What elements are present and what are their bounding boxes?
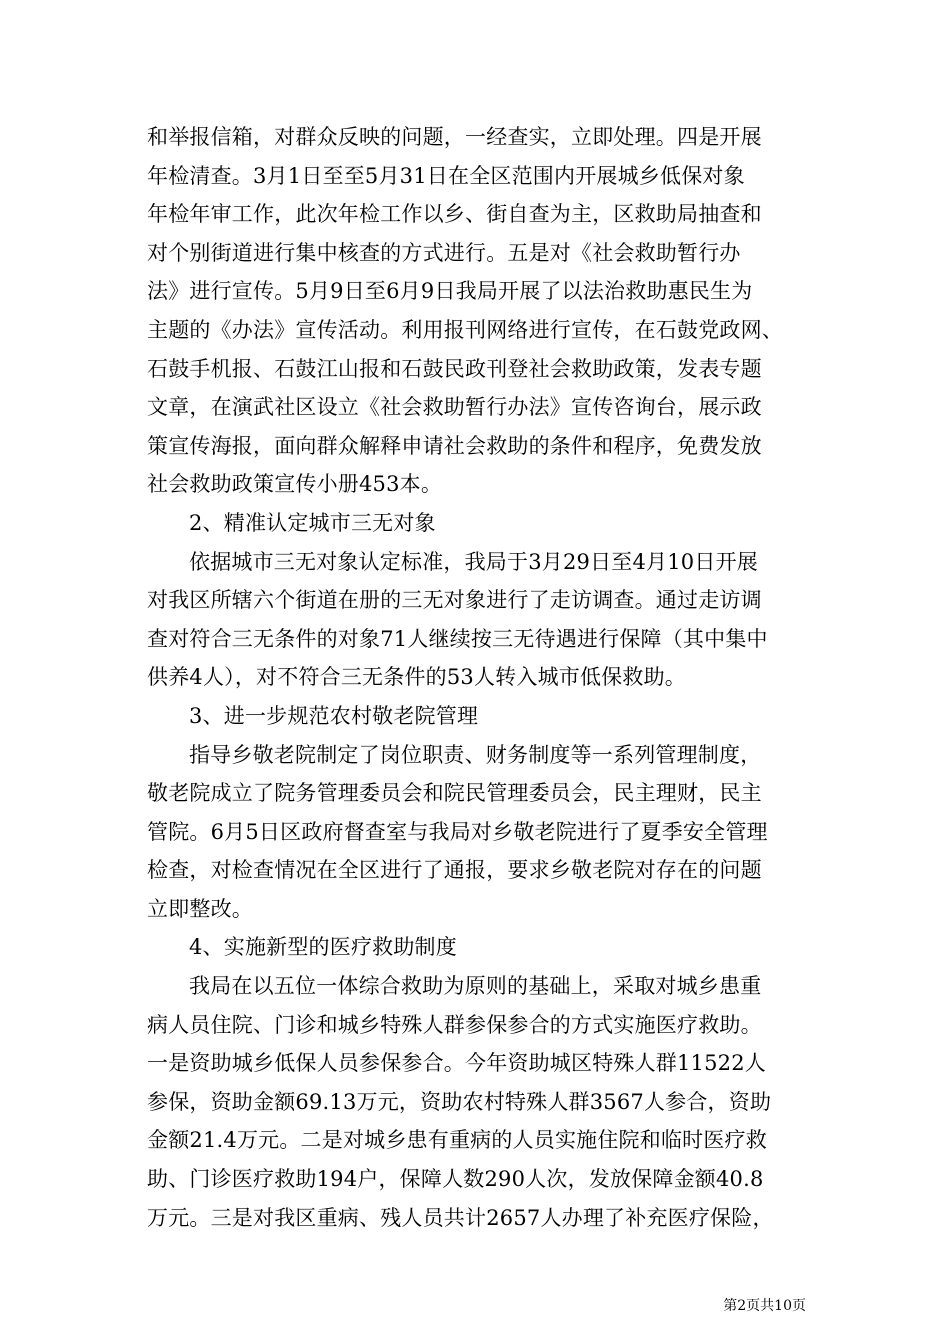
text-line: 对我区所辖六个街道在册的三无对象进行了走访调查。通过走访调 [147, 588, 762, 613]
text-line: 检查，对检查情况在全区进行了通报，要求乡敬老院对存在的问题 [147, 858, 762, 883]
document-body [147, 118, 807, 1237]
section-heading: 4、实施新型的医疗救助制度 [189, 935, 457, 960]
text-line: 和举报信箱，对群众反映的问题，一经查实，立即处理。四是开展 [147, 125, 762, 149]
page-number-footer: 第2页共10页 [723, 1298, 806, 1314]
text-line: 病人员住院、门诊和城乡特殊人群参保参合的方式实施医疗救助。 [147, 1012, 762, 1037]
text-line: 立即整改。 [147, 896, 253, 921]
text-line: 敬老院成立了院务管理委员会和院民管理委员会，民主理财，民主 [147, 781, 762, 806]
paragraph-start: 指导乡敬老院制定了岗位职责、财务制度等一系列管理制度， [189, 742, 762, 767]
text-line: 管院。6月5日区政府督查室与我局对乡敬老院进行了夏季安全管理 [147, 819, 768, 844]
text-line: 年检年审工作，此次年检工作以乡、街自查为主，区救助局抽查和 [147, 202, 762, 227]
text-line: 金额21.4万元。二是对城乡患有重病的人员实施住院和临时医疗救 [147, 1128, 767, 1153]
paragraph-start: 我局在以五位一体综合救助为原则的基础上，采取对城乡患重 [189, 974, 762, 999]
text-line: 万元。三是对我区重病、残人员共计2657人办理了补充医疗保险， [147, 1205, 774, 1230]
section-heading: 2、精准认定城市三无对象 [189, 510, 436, 535]
text-line: 对个别街道进行集中核查的方式进行。五是对《社会救助暂行办 [147, 240, 741, 265]
paragraph-start: 依据城市三无对象认定标准，我局于3月29日至4月10日开展 [189, 549, 758, 574]
text-line: 社会救助政策宣传小册453本。 [147, 472, 443, 497]
text-line: 助、门诊医疗救助194户，保障人数290人次，发放保障金额40.8 [147, 1167, 764, 1192]
text-line: 法》进行宣传。5月9日至6月9日我局开展了以法治救助惠民生为 [147, 279, 753, 304]
text-line: 年检清查。3月1日至至5月31日在全区范围内开展城乡低保对象 [147, 163, 745, 188]
text-line: 查对符合三无条件的对象71人继续按三无待遇进行保障（其中集中 [147, 626, 768, 651]
text-line: 主题的《办法》宣传活动。利用报刊网络进行宣传，在石鼓党政网、 [147, 317, 783, 342]
text-line: 石鼓手机报、石鼓江山报和石鼓民政刊登社会救助政策，发表专题 [147, 356, 762, 381]
text-line: 文章，在演武社区设立《社会救助暂行办法》宣传咨询台，展示政 [147, 395, 762, 420]
text-line: 策宣传海报，面向群众解释申请社会救助的条件和程序，免费发放 [147, 433, 762, 458]
text-line: 供养4人），对不符合三无条件的53人转入城市低保救助。 [147, 665, 686, 690]
text-line: 一是资助城乡低保人员参保参合。今年资助城区特殊人群11522人 [147, 1051, 767, 1076]
section-heading: 3、进一步规范农村敬老院管理 [189, 703, 479, 728]
text-line: 参保，资助金额69.13万元，资助农村特殊人群3567人参合，资助 [147, 1089, 772, 1114]
